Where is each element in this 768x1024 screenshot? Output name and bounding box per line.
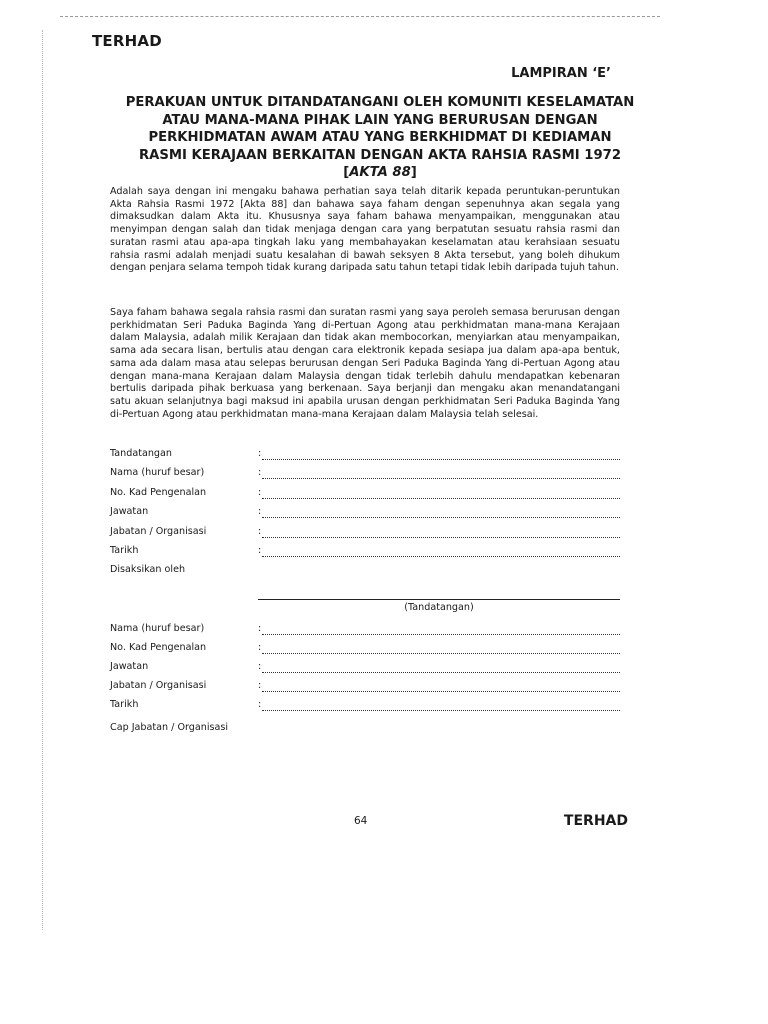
page-number: 64 — [354, 815, 368, 827]
field-label: No. Kad Pengenalan — [110, 487, 207, 498]
witness-field-ic-number — [110, 642, 620, 656]
field-label: Jabatan / Organisasi — [110, 526, 207, 537]
field-colon: : — [258, 699, 262, 710]
stamp-label: Cap Jabatan / Organisasi — [110, 722, 229, 733]
scan-edge-top — [60, 16, 660, 17]
field-label: Jawatan — [110, 661, 149, 672]
field-label: No. Kad Pengenalan — [110, 642, 207, 653]
title-line: PERKHIDMATAN AWAM ATAU YANG BERKHIDMAT DI KEDIAMAN — [148, 130, 612, 145]
act-reference: AKTA 88 — [349, 165, 411, 180]
witness-signature-line[interactable] — [258, 599, 620, 600]
field-fill-line[interactable] — [262, 634, 620, 635]
title-act-line — [100, 164, 660, 182]
field-fill-line[interactable] — [262, 537, 620, 538]
field-colon: : — [258, 526, 262, 537]
field-colon: : — [258, 661, 262, 672]
field-colon: : — [258, 487, 262, 498]
field-label: Jawatan — [110, 506, 149, 517]
field-department — [110, 526, 620, 540]
paragraph-undertaking: Saya faham bahawa segala rahsia rasmi dan suratan rasmi yang saya peroleh semasa berurusan dengan perkhidmatan Seri Paduka Baginda Yang di-Pertuan Agong atau perkhidmatan mana-mana Kerajaan dalam Malaysia, adalah milik Kerajaan dan tidak akan membocorkan, menyiarkan atau menyampaikan, sama ada secara lisan, bertulis atau dengan cara elektronik kepada sesiapa jua dalam apa-apa bentuk, sama ada dalam masa atau selepas berurusan dengan Seri Paduka Baginda Yang di-Pertuan Agong atau dengan mana-mana Kerajaan dalam Malaysia dengan tidak terlebih dahulu mendapatkan kebenaran bertulis daripada pihak berkuasa yang berkenaan. Saya berjanji dan mengaku akan menandatangani satu akuan selanjutnya bagi maksud ini apabila urusan dengan perkhidmatan Seri Paduka Baginda Yang di-Pertuan Agong atau perkhidmatan mana-mana Kerajaan dalam Malaysia telah selesai. — [110, 307, 620, 420]
act-bracket-close: ] — [410, 165, 417, 180]
document-title — [100, 94, 660, 182]
field-colon: : — [258, 623, 262, 634]
field-fill-line[interactable] — [262, 498, 620, 499]
field-fill-line[interactable] — [262, 710, 620, 711]
field-name — [110, 467, 620, 481]
field-fill-line[interactable] — [262, 517, 620, 518]
classification-top: TERHAD — [92, 32, 162, 50]
field-ic-number — [110, 487, 620, 501]
field-colon: : — [258, 545, 262, 556]
appendix-label: LAMPIRAN ‘E’ — [511, 66, 611, 81]
title-line: RASMI KERAJAAN BERKAITAN DENGAN AKTA RAHSIA RASMI 1972 — [139, 147, 621, 163]
field-colon: : — [258, 448, 262, 459]
field-colon: : — [258, 680, 262, 691]
field-label: Nama (huruf besar) — [110, 623, 205, 634]
classification-bottom: TERHAD — [563, 813, 628, 829]
field-signature — [110, 448, 620, 462]
field-fill-line[interactable] — [262, 459, 620, 460]
field-fill-line[interactable] — [262, 672, 620, 673]
field-date — [110, 545, 620, 559]
witness-field-name — [110, 623, 620, 637]
act-bracket-open: [ — [343, 165, 350, 180]
scan-edge-left — [42, 30, 43, 930]
field-colon: : — [258, 642, 262, 653]
field-fill-line[interactable] — [262, 653, 620, 654]
witness-label: Disaksikan oleh — [110, 564, 186, 575]
witness-field-date — [110, 699, 620, 713]
title-line: ATAU MANA-MANA PIHAK LAIN YANG BERURUSAN DENGAN — [162, 112, 598, 128]
field-label: Nama (huruf besar) — [110, 467, 205, 478]
field-fill-line[interactable] — [262, 691, 620, 692]
field-colon: : — [258, 467, 262, 478]
title-line: PERAKUAN UNTUK DITANDATANGANI OLEH KOMUNITI KESELAMATAN — [125, 95, 635, 110]
stamp-row — [110, 722, 620, 736]
field-label: Tarikh — [110, 545, 139, 556]
witness-field-position — [110, 661, 620, 675]
witness-label-row — [110, 564, 620, 578]
witness-signature-caption: (Tandatangan) — [404, 602, 474, 613]
witness-field-department — [110, 680, 620, 694]
field-fill-line[interactable] — [262, 556, 620, 557]
field-label: Tarikh — [110, 699, 139, 710]
field-label: Tandatangan — [110, 448, 172, 459]
paragraph-declaration: Adalah saya dengan ini mengaku bahawa perhatian saya telah ditarik kepada peruntukan-peruntukan Akta Rahsia Rasmi 1972 [Akta 88] dan bahawa saya faham dengan sepenuhnya akan segala yang dimaksudkan dalam Akta itu. Khususnya saya faham bahawa menyampaikan, menggunakan atau menyimpan dengan salah dan tidak menjaga dengan cara yang berpatutan sesuatu rahsia rasmi dan suratan rasmi atau apa-apa tingkah laku yang membahayakan keselamatan atau kerahsiaan sesuatu rahsia rasmi adalah menjadi suatu kesalahan di bawah seksyen 8 Akta tersebut, yang boleh dihukum dengan penjara selama tempoh tidak kurang daripada satu tahun tetapi tidak lebih daripada tujuh tahun. — [110, 186, 620, 274]
field-position — [110, 506, 620, 520]
field-label: Jabatan / Organisasi — [110, 680, 207, 691]
field-colon: : — [258, 506, 262, 517]
field-fill-line[interactable] — [262, 478, 620, 479]
